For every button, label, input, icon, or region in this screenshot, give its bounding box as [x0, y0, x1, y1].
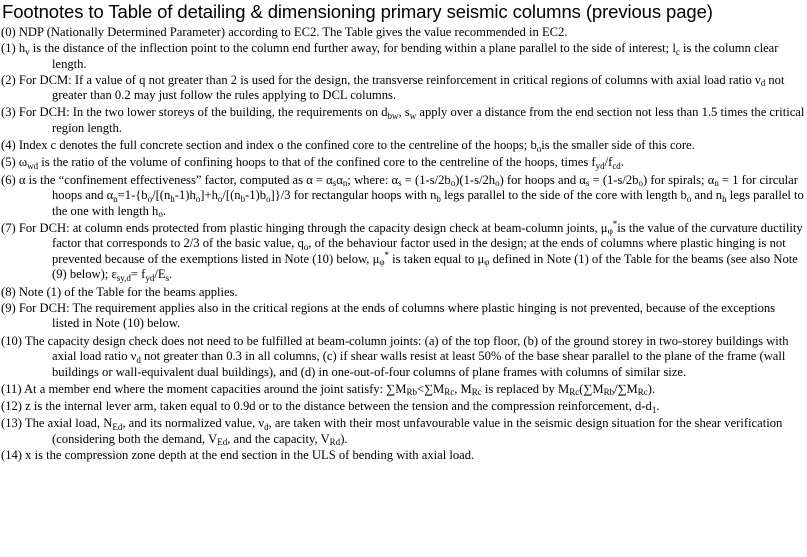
footnote-2: (2) For DCM: If a value of q not greater than 2 is used for the design, the transverse reinforcement in critical regions of columns with axial load ratio $\nu_d$ not greater than 0.2 may just follow the rules applying to DCL columns.: [1, 72, 785, 102]
footnotes-list: [1, 25, 805, 465]
footnote-1: (1) $h_v$ is the distance of the inflection point to the column end further away, for bending within a plane parallel to the side of interest; $l_c$ is the column clear length.: [1, 41, 779, 71]
footnote-13: (13) The axial load, $N_{Ed}$, and its normalized value, $\nu_d$, are taken with their most unfavourable value in the seismic design situation for the shear verification (considering both the demand, $V_{Ed}$, and the capacity, $V_{Rd}$).: [1, 416, 783, 448]
footnote-3: (3) For DCH: In the two lower storeys of the building, the requirements on $d_{bw}$, $s_w$ apply over a distance from the end section not less than 1.5 times the critical region length.: [1, 105, 805, 135]
footnote-6: (6) α is the “confinement effectiveness” factor, computed as $\alpha = \alpha_s\alpha_n$; where: $\alpha_s = (1-s/2b_o)(1-s/2h_o)$ for hoops and $\alpha_s = (1-s/2b_o)$ for spirals; $\alpha_n = 1$ for circular hoops and $\alpha_n=1-\{b_o/[(n_h-1)h_o]+h_o/[(n_b-1)b_o]\}/3$ for rectangular hoops with $n_b$ legs parallel to the side of the core with length $b_o$ and $n_h$ legs parallel to the one with length $h_o$.: [1, 172, 804, 220]
footnote-11: (11) At a member end where the moment capacities around the joint satisfy: $\sum M_{Rb}<\sum M_{Rc}$, $M_{Rc}$ is replaced by $M_{Rc}(\sum M_{Rb}/\sum M_{Rc})$.: [1, 381, 656, 398]
footnote-12: (12) z is the internal lever arm, taken equal to 0.9d or to the distance between the tension and the compression reinforcement, $d-d_1$.: [1, 399, 660, 415]
footnote-10: (10) The capacity design check does not need to be fulfilled at beam-column joints: (a) of the top floor, (b) of the ground storey in two-storey buildings with axial load ratio $\nu_d$ not greater than 0.3 in all columns, (c) if shear walls resist at least 50% of the base shear parallel to the plane of the frame (wall buildings or wall-equivalent dual buildings), and (d) in one-out-of-four columns of plane frames with columns of similar size.: [1, 333, 789, 379]
footnote-0: (0) NDP (Nationally Determined Parameter) according to EC2. The Table gives the value recommended in EC2.: [1, 25, 568, 39]
footnote-4: (4) Index c denotes the full concrete section and index o the confined core to the centreline of the hoops; $b_ois$ the smaller side of this core.: [1, 138, 695, 154]
page-title: Footnotes to Table of detailing & dimensioning primary seismic columns (previous page): [2, 1, 713, 22]
footnote-7: (7) For DCH: at column ends protected from plastic hinging through the capacity design check at beam-column joints, $\mu_\varphi^*is$ the value of the curvature ductility factor that corresponds to 2/3 of the basic value, $q_o$, of the behaviour factor used in the design; at the ends of columns where plastic hinging is not prevented because of the exemptions listed in Note (10) below, $\mu_\varphi^*$ is taken equal to $\mu_\varphi$ defined in Note (1) of the Table for the beams (see also Note (9) below); $\varepsilon_{sy,d}= f_{yd}/E_s$.: [1, 219, 803, 283]
footnote-5: (5) $\omega_{wd}$ is the ratio of the volume of confining hoops to that of the confined core to the centreline of the hoops, times $f_{yd}/f_{cd}$.: [1, 155, 624, 171]
footnote-14: (14) x is the compression zone depth at the end section in the ULS of bending with axial load.: [1, 447, 475, 462]
footnote-9: (9) For DCH: The requirement applies also in the critical regions at the ends of columns where plastic hinging is not prevented, because of the exceptions listed in Note (10) below.: [1, 300, 776, 331]
footnote-8: (8) Note (1) of the Table for the beams applies.: [1, 284, 238, 299]
